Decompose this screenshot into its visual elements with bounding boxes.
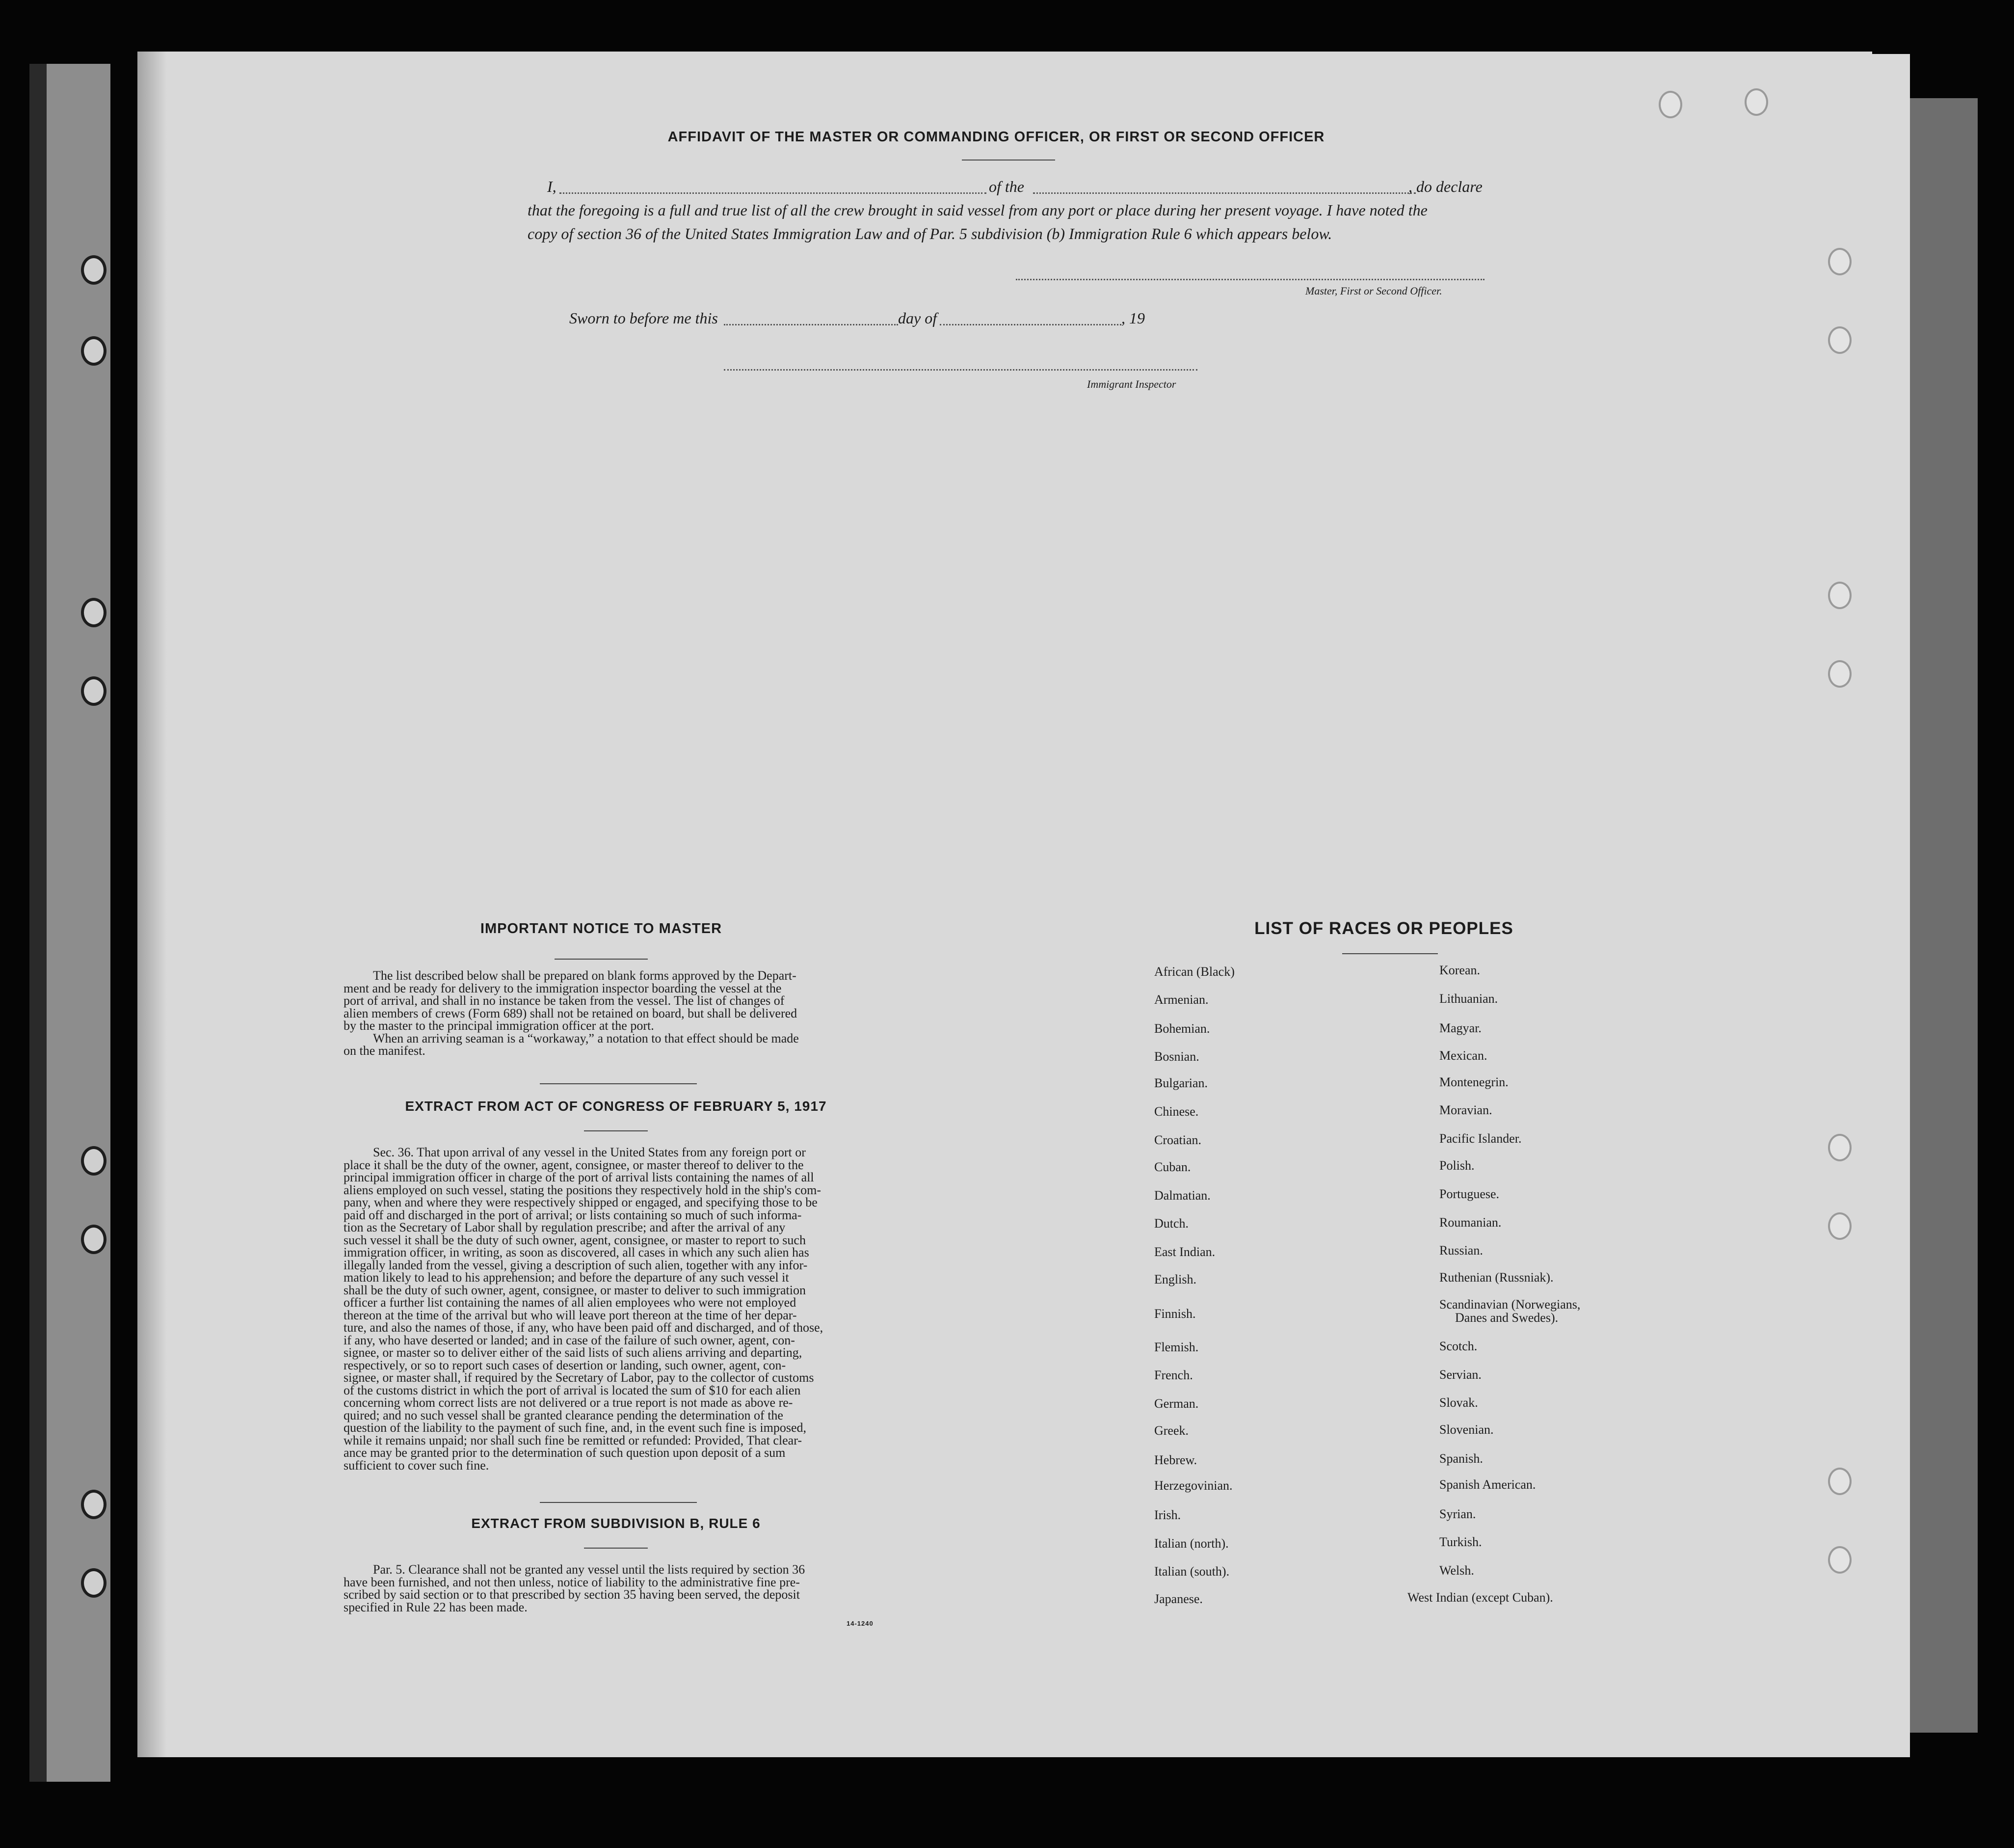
act-line: signee, or master so to deliver either of the said lists of such aliens arriving and departing,: [344, 1345, 802, 1360]
notice-line: port of arrival, and shall in no instance be taken from the vessel. The list of changes of: [344, 993, 785, 1008]
act-line: quired; and no such vessel shall be granted clearance pending the determination of the: [344, 1408, 783, 1422]
punch-hole-icon: [1828, 248, 1852, 275]
race-left: African (Black): [1154, 964, 1235, 979]
divider: [540, 1083, 697, 1084]
race-left: Japanese.: [1154, 1592, 1203, 1606]
binder-hole-icon: [81, 1568, 106, 1598]
act-line: such vessel it shall be the duty of such owner, agent, consignee, or master to report to such: [344, 1232, 806, 1247]
race-right: Turkish.: [1439, 1535, 1482, 1549]
act-line: mation likely to lead to his apprehension; and before the departure of any such vessel it: [344, 1270, 789, 1285]
act-line: immigration officer, in writing, as soon as discovered, all cases in which any such alien has: [344, 1245, 809, 1259]
name-blank: [559, 192, 986, 194]
notice-line: alien members of crews (Form 689) shall not be retained on board, but shall be delivered: [344, 1006, 797, 1020]
race-right: Polish.: [1439, 1158, 1475, 1173]
divider: [540, 1502, 697, 1503]
binder-hole-icon: [81, 1146, 106, 1176]
act-line: thereon at the time of the arrival but who will leave port thereon at the time of her depar-: [344, 1308, 797, 1322]
race-right: Lithuanian.: [1439, 991, 1498, 1006]
race-right: Slovenian.: [1439, 1422, 1494, 1437]
race-right: Montenegrin.: [1439, 1075, 1509, 1089]
rule-line: have been furnished, and not then unless, notice of liability to the administrative fine pre-: [344, 1575, 800, 1589]
month-blank: [940, 324, 1121, 325]
binder-hole-icon: [81, 598, 106, 627]
race-right: West Indian (except Cuban).: [1407, 1590, 1553, 1605]
day-of-label: day of: [898, 309, 937, 327]
page-shadow: [137, 52, 167, 1757]
binder-hole-icon: [81, 1225, 106, 1254]
notice-line: on the manifest.: [344, 1044, 425, 1058]
punch-hole-icon: [1659, 91, 1682, 118]
race-right: Spanish American.: [1439, 1477, 1536, 1492]
race-left: Dutch.: [1154, 1216, 1189, 1231]
punch-hole-icon: [1828, 326, 1852, 354]
race-right: Magyar.: [1439, 1021, 1482, 1035]
races-title: LIST OF RACES OR PEOPLES: [1254, 919, 1513, 938]
divider: [1342, 953, 1438, 954]
race-left: Greek.: [1154, 1423, 1189, 1438]
act-extract-title: EXTRACT FROM ACT OF CONGRESS OF FEBRUARY 5, 1917: [405, 1098, 827, 1114]
race-left: Irish.: [1154, 1508, 1181, 1522]
race-right-continued: Danes and Swedes).: [1455, 1311, 1559, 1325]
act-line: illegally landed from the vessel, giving a description of such alien, together with any infor-: [344, 1258, 808, 1272]
race-left: Flemish.: [1154, 1340, 1199, 1354]
affidavit-title: AFFIDAVIT OF THE MASTER OR COMMANDING OFFICER, OR FIRST OR SECOND OFFICER: [667, 129, 1325, 145]
divider: [584, 1548, 648, 1549]
form-number: 14-1240: [847, 1620, 874, 1627]
race-left: French.: [1154, 1368, 1193, 1382]
punch-hole-icon: [1828, 582, 1852, 609]
notice-line: by the master to the principal immigration officer at the port.: [344, 1018, 654, 1033]
race-left: English.: [1154, 1272, 1196, 1286]
punch-hole-icon: [1828, 660, 1852, 688]
punch-hole-icon: [1828, 1546, 1852, 1574]
affidavit-line2: that the foregoing is a full and true list of all the crew brought in said vessel from any port or place during her present voyage. I have noted the: [528, 201, 1428, 219]
race-left: Finnish.: [1154, 1307, 1196, 1321]
race-left: Herzegovinian.: [1154, 1478, 1233, 1493]
race-right: Ruthenian (Russniak).: [1439, 1270, 1554, 1285]
notice-body: [344, 969, 888, 1057]
race-right: Slovak.: [1439, 1395, 1478, 1410]
rule-extract-body: [344, 1563, 888, 1613]
race-right: Welsh.: [1439, 1563, 1474, 1578]
inspector-label: Immigrant Inspector: [1087, 378, 1176, 390]
race-left: Chinese.: [1154, 1104, 1199, 1119]
rule-extract-title: EXTRACT FROM SUBDIVISION B, RULE 6: [471, 1516, 761, 1531]
act-line: while it remains unpaid; nor shall such fine be remitted or refunded: Provided, That clear-: [344, 1433, 802, 1447]
race-left: German.: [1154, 1396, 1199, 1411]
act-line: paid off and discharged in the port of arrival; or lists containing so much of such informa-: [344, 1207, 802, 1222]
race-left: Croatian.: [1154, 1133, 1202, 1147]
binder-strip-right: [1904, 98, 1978, 1733]
notice-line: ment and be ready for delivery to the immigration inspector boarding the vessel at the: [344, 981, 782, 995]
divider: [584, 1130, 648, 1131]
vessel-blank: [1033, 192, 1416, 194]
act-line: respectively, or so to report such cases of desertion or landing, such owner, agent, con-: [344, 1358, 786, 1372]
act-line: ance may be granted prior to the determination of such question upon deposit of a sum: [344, 1446, 786, 1460]
rule-line: scribed by said section or to that prescribed by section 35 having been served, the deposit: [344, 1587, 800, 1602]
binder-hole-icon: [81, 336, 106, 366]
race-left: Hebrew.: [1154, 1453, 1197, 1467]
act-line: aliens employed on such vessel, stating the positions they respectively hold in the ship's com-: [344, 1182, 822, 1197]
binder-hole-icon: [81, 1490, 106, 1519]
affidavit-declare: , do declare: [1408, 178, 1483, 195]
race-left: Italian (south).: [1154, 1564, 1230, 1579]
document-page: [137, 52, 1872, 1757]
notice-title: IMPORTANT NOTICE TO MASTER: [480, 921, 722, 937]
race-left: Bosnian.: [1154, 1049, 1199, 1064]
act-line: signee, or master shall, if required by the Secretary of Labor, pay to the collector of customs: [344, 1370, 814, 1385]
punch-hole-icon: [1828, 1212, 1852, 1240]
act-line: place it shall be the duty of the owner, agent, consignee, or master thereof to deliver to the: [344, 1157, 804, 1172]
divider: [555, 959, 648, 960]
binder-strip-left: [47, 64, 110, 1782]
race-right: Moravian.: [1439, 1103, 1492, 1117]
act-line: concerning whom correct lists are not delivered or a true report is not made as above re-: [344, 1395, 793, 1410]
act-line: Sec. 36. That upon arrival of any vessel in the United States from any foreign port or: [373, 1145, 806, 1159]
race-left: Armenian.: [1154, 992, 1209, 1007]
punch-hole-icon: [1828, 1468, 1852, 1495]
binder-hole-icon: [81, 676, 106, 706]
sworn-day-blank: [724, 324, 898, 325]
race-right: Korean.: [1439, 963, 1481, 977]
act-line: tion as the Secretary of Labor shall by regulation prescribe; and after the arrival of any: [344, 1220, 786, 1234]
master-label: Master, First or Second Officer.: [1305, 285, 1442, 297]
race-right: Pacific Islander.: [1439, 1131, 1522, 1146]
act-line: pany, when and where they were respectively shipped or engaged, and specifying those to be: [344, 1195, 818, 1209]
divider: [962, 160, 1055, 161]
notice-line: The list described below shall be prepared on blank forms approved by the Depart-: [373, 968, 796, 983]
act-line: question of the liability to the payment of such fine, and, in the event such fine is imposed,: [344, 1420, 807, 1435]
race-right: Roumanian.: [1439, 1215, 1502, 1230]
notice-line: When an arriving seaman is a “workaway,” a notation to that effect should be made: [373, 1031, 799, 1045]
race-right: Russian.: [1439, 1243, 1483, 1258]
race-right: Scandinavian (Norwegians,: [1439, 1297, 1581, 1312]
race-right: Mexican.: [1439, 1048, 1487, 1063]
act-line: ture, and also the names of those, if any, who have been paid off and discharged, and of those,: [344, 1320, 823, 1335]
rule-line: Par. 5. Clearance shall not be granted any vessel until the lists required by section 36: [373, 1562, 805, 1577]
race-right: Portuguese.: [1439, 1187, 1500, 1201]
act-line: shall be the duty of such owner, agent, consignee, or master to deliver to such immigration: [344, 1283, 806, 1297]
race-left: East Indian.: [1154, 1245, 1216, 1259]
race-left: Bohemian.: [1154, 1021, 1210, 1036]
punch-hole-icon: [1828, 1134, 1852, 1161]
punch-hole-icon: [1745, 88, 1768, 116]
year-label: , 19: [1121, 309, 1145, 327]
act-line: principal immigration officer in charge of the port of arrival lists containing the names of all: [344, 1170, 814, 1184]
act-line: of the customs district in which the port of arrival is located the sum of $10 for each alien: [344, 1383, 801, 1397]
race-left: Cuban.: [1154, 1160, 1191, 1174]
affidavit-i: I,: [547, 178, 556, 195]
rule-line: specified in Rule 22 has been made.: [344, 1600, 528, 1614]
inspector-signature-blank: [724, 369, 1197, 371]
race-left: Italian (north).: [1154, 1536, 1229, 1551]
race-right: Spanish.: [1439, 1451, 1483, 1466]
race-left: Bulgarian.: [1154, 1076, 1208, 1090]
race-right: Scotch.: [1439, 1339, 1478, 1353]
act-extract-body: [344, 1146, 888, 1472]
affidavit-line3: copy of section 36 of the United States Immigration Law and of Par. 5 subdivision (b) Immigration Rule 6 which appears below.: [528, 225, 1332, 242]
race-right: Syrian.: [1439, 1507, 1476, 1521]
act-line: if any, who have deserted or landed; and in case of the failure of such owner, agent, con-: [344, 1333, 795, 1347]
race-left: Dalmatian.: [1154, 1188, 1211, 1203]
affidavit-of-the: of the: [989, 178, 1024, 195]
master-signature-blank: [1016, 279, 1484, 280]
binder-hole-icon: [81, 255, 106, 285]
sworn-label: Sworn to before me this: [569, 309, 718, 327]
act-line: officer a further list containing the names of all alien employees who were not employed: [344, 1295, 796, 1310]
act-line: sufficient to cover such fine.: [344, 1458, 489, 1473]
race-right: Servian.: [1439, 1367, 1482, 1382]
